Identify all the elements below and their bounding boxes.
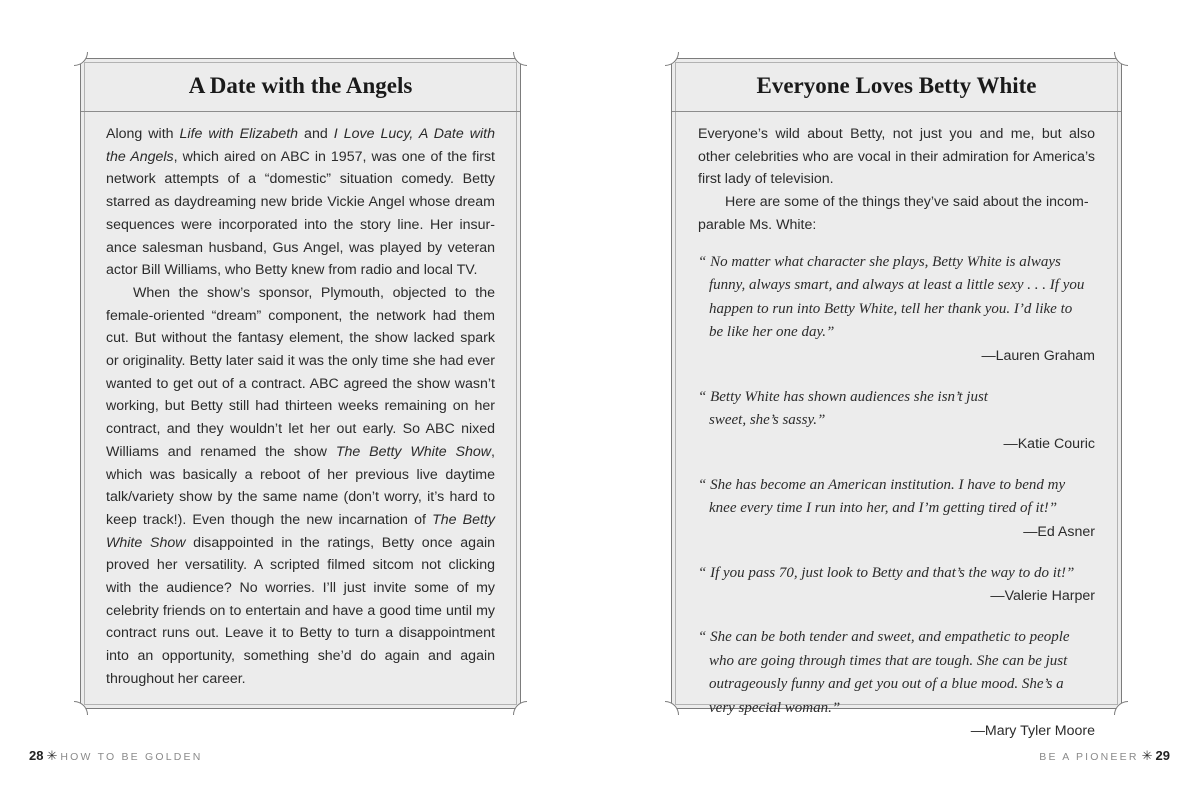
- text-run-italic: Life with Elizabeth: [179, 126, 299, 142]
- quote-block: [698, 386, 1095, 456]
- page-footer-left: [29, 748, 203, 764]
- sidebar-title: A Date with the Angels: [81, 59, 520, 112]
- quote-attribution: —Ed Asner: [1023, 523, 1095, 540]
- quote-text: “ No matter what character she plays, Betty White is always funny, always smart, and always at least a little sexy . . . If you happen to run into Betty White, tell her thank you. I’d like to be like her one day.”: [698, 253, 1085, 341]
- body-paragraph: [106, 282, 495, 691]
- text-run-italic: I Love Lucy, A Date with the Angels: [106, 126, 495, 165]
- intro-paragraph: Here are some of the things they’ve said about the incomparable Ms. White:: [698, 194, 1089, 233]
- page-footer-right: [1039, 748, 1170, 764]
- text-run: , which aired on ABC in 1957, was one of the first network attempts of a “domestic” situation comedy. Betty starred as daydreaming new bride Vickie Angel whose dream sequences were incorporated into the story line. Her insurance salesman husband, Gus Angel, was played by veteran actor Bill Williams, who Betty knew from radio and local TV.: [106, 148, 495, 279]
- sidebar-box-right: [671, 58, 1122, 740]
- quote-block: [698, 251, 1095, 368]
- intro-paragraph: Everyone’s wild about Betty, not just you and me, but also other celebrities who are vocal in their admiration for America’s first lady of television.: [698, 126, 1095, 188]
- text-run: disappointed in the ratings, Betty once again proved her versatility. A scripted filmed sitcom not clicking with the audience? No worries. I’ll just invite some of my celebrity friends on to entertain and have a good time until my contract runs out. Leave it to Betty to turn a disappointment into an opportunity, something she’d do again and again throughout her career.: [106, 534, 495, 687]
- quote-text: “ If you pass 70, just look to Betty and that’s the way to do it!”: [698, 564, 1075, 581]
- text-run: When the show’s sponsor, Plymouth, objected to the female-oriented “dream” component, the network had them cut. But without the fantasy element, the show lacked spark or originality. Betty later said it was the only time she had ever wanted to get out of a contract. ABC agreed the show wasn’t working, but Betty still had thirteen weeks remaining on her contract, and they wouldn’t let her out early. So ABC nixed Williams and renamed the show: [106, 284, 495, 460]
- quote-text: “ Betty White has shown audiences she isn’t just sweet, she’s sassy.”: [698, 388, 988, 429]
- sidebar-body: [106, 123, 495, 691]
- text-run: and: [298, 126, 334, 142]
- quote-attribution: —Valerie Harper: [990, 588, 1095, 605]
- running-head: BE A PIONEER: [1039, 751, 1139, 763]
- body-paragraph: [106, 123, 495, 282]
- quote-attribution: —Mary Tyler Moore: [970, 723, 1095, 740]
- quote-text: “ She has become an American institution. I have to bend my knee every time I run into her, and I’m getting tired of it!”: [698, 476, 1066, 517]
- box-corner: [513, 701, 527, 715]
- quote-block: [698, 562, 1095, 609]
- text-run-italic: The Betty White Show: [106, 511, 495, 551]
- quote-block: [698, 474, 1095, 544]
- quote-attribution: —Lauren Graham: [981, 347, 1095, 364]
- box-corner: [1114, 701, 1128, 715]
- page-number: 28: [29, 748, 44, 763]
- sidebar-box-left: [80, 58, 521, 709]
- quote-text: “ She can be both tender and sweet, and empathetic to people who are going through times that are tough. She can be just outrageously funny and get you out of a blue mood. She’s a very special woman.”: [698, 629, 1070, 716]
- quote-block: [698, 626, 1095, 743]
- sidebar-title: Everyone Loves Betty White: [672, 59, 1121, 112]
- text-run-italic: The Betty White Show: [335, 443, 492, 460]
- asterisk-ornament-icon: ✳: [46, 748, 58, 763]
- running-head: HOW TO BE GOLDEN: [60, 751, 203, 763]
- sidebar-body: [698, 123, 1095, 743]
- box-corner: [74, 701, 88, 715]
- box-corner: [665, 701, 679, 715]
- text-run: Along with: [106, 126, 180, 142]
- asterisk-ornament-icon: ✳: [1141, 748, 1153, 763]
- text-run: , which was basically a reboot of her previous live daytime talk/variety show by the same name (don’t worry, it’s hard to keep track!). Even though the new incarnation of: [106, 443, 495, 528]
- page-number: 29: [1155, 748, 1170, 763]
- quote-attribution: —Katie Couric: [1003, 435, 1095, 452]
